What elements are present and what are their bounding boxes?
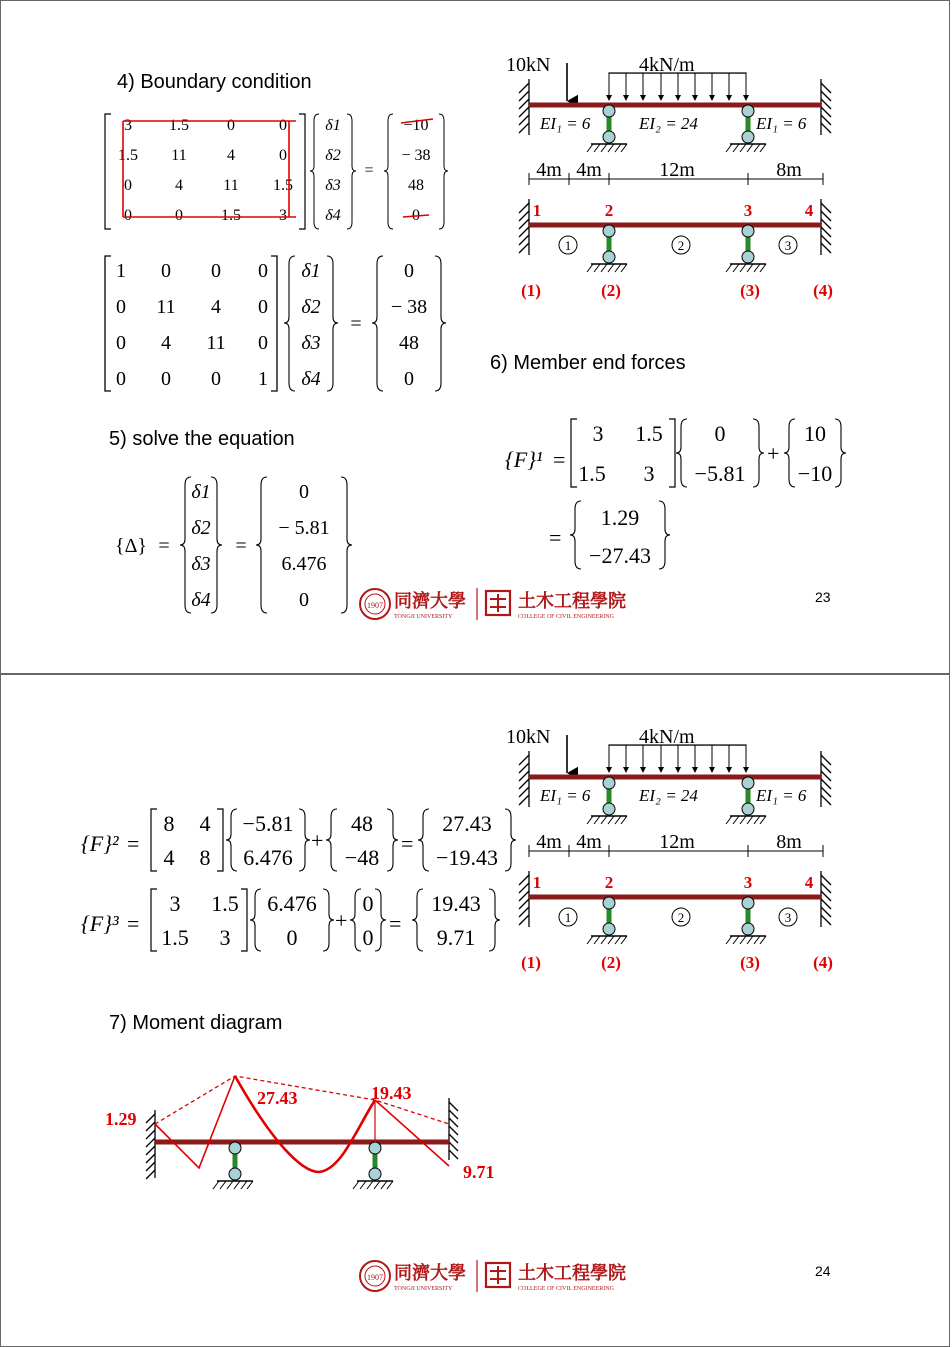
svg-text:0: 0 xyxy=(258,332,268,354)
right-wall-bottom xyxy=(821,199,831,255)
point-load-label: 10kN xyxy=(506,54,551,76)
right-wall-top xyxy=(821,79,831,135)
svg-text:2: 2 xyxy=(677,910,685,925)
svg-text:3: 3 xyxy=(784,910,792,925)
moment-label-2: 27.43 xyxy=(257,1088,298,1108)
svg-text:同濟大學: 同濟大學 xyxy=(394,1263,466,1284)
left-wall-bottom xyxy=(519,199,529,255)
boundary-heading: 4) Boundary condition xyxy=(117,71,312,93)
element-3: 3 xyxy=(784,238,792,253)
svg-text:3: 3 xyxy=(643,461,655,486)
svg-text:=: = xyxy=(401,831,414,856)
svg-text:1907: 1907 xyxy=(367,1273,383,1282)
svg-text:9.71: 9.71 xyxy=(436,925,476,950)
k24: 0 xyxy=(279,147,287,164)
modified-stiffness-system xyxy=(101,251,461,396)
svg-text:δ3: δ3 xyxy=(191,553,211,575)
dim-4: 8m xyxy=(776,159,802,181)
svg-text:0: 0 xyxy=(362,925,374,950)
slide-23 xyxy=(0,0,950,674)
svg-text:0: 0 xyxy=(161,368,171,390)
college-name-en: COLLEGE OF CIVIL ENGINEERING xyxy=(518,614,614,620)
support-2-bottom xyxy=(587,225,627,272)
equals-sign: = xyxy=(364,162,374,179)
k14: 0 xyxy=(279,117,287,134)
dim-2: 4m xyxy=(576,159,602,181)
beam-diagram-2 xyxy=(501,721,841,981)
solve-heading: 5) solve the equation xyxy=(109,428,295,450)
svg-text:(4): (4) xyxy=(813,953,833,972)
page-number: 23 xyxy=(815,589,831,605)
svg-text:土木工程學院: 土木工程學院 xyxy=(518,1263,626,1284)
md-support-3 xyxy=(353,1142,393,1189)
svg-text:−10: −10 xyxy=(797,461,833,486)
k12: 1.5 xyxy=(169,117,189,134)
member1-lhs: {F}¹ xyxy=(505,447,543,472)
unknown-3: δ3 xyxy=(325,177,341,194)
element-2: 2 xyxy=(677,238,685,253)
svg-text:1.5: 1.5 xyxy=(211,891,239,916)
svg-text:27.43: 27.43 xyxy=(442,811,492,836)
svg-text:8: 8 xyxy=(199,845,211,870)
svg-text:(1): (1) xyxy=(521,953,541,972)
support-2-top xyxy=(587,105,627,152)
beam-diagram xyxy=(501,49,841,309)
k41: 0 xyxy=(124,207,132,224)
dof-3: (3) xyxy=(740,281,760,300)
moment-label-3: 19.43 xyxy=(371,1083,412,1103)
svg-text:− 38: − 38 xyxy=(390,296,428,318)
member3-lhs: {F}³ xyxy=(81,911,119,936)
k11: 3 xyxy=(124,117,132,134)
svg-text:1: 1 xyxy=(116,260,126,282)
k21: 1.5 xyxy=(118,147,138,164)
point-load-label: 10kN xyxy=(506,726,551,748)
k43: 1.5 xyxy=(221,207,241,224)
dim-1: 4m xyxy=(536,159,562,181)
svg-text:12m: 12m xyxy=(659,831,695,853)
svg-text:4m: 4m xyxy=(576,831,602,853)
k42: 0 xyxy=(175,207,183,224)
dof-4: (4) xyxy=(813,281,833,300)
unknown-4: δ4 xyxy=(325,207,341,224)
svg-text:1: 1 xyxy=(532,873,542,892)
svg-text:0: 0 xyxy=(404,368,414,390)
svg-text:4: 4 xyxy=(804,873,814,892)
uni-name-en: TONGJI UNIVERSITY xyxy=(394,614,453,620)
svg-text:11: 11 xyxy=(206,332,226,354)
node-4: 4 xyxy=(804,201,814,220)
ei-label-3: EI₁ = 6 xyxy=(756,114,807,133)
k31: 0 xyxy=(124,177,132,194)
member-forces-heading: 6) Member end forces xyxy=(490,352,686,374)
page-number-2: 24 xyxy=(815,1263,831,1279)
dim-3: 12m xyxy=(659,159,695,181)
svg-text:=: = xyxy=(350,313,362,335)
svg-text:1: 1 xyxy=(564,910,572,925)
unknown-1: δ1 xyxy=(325,117,341,134)
slide-24 xyxy=(0,674,950,1347)
svg-text:=: = xyxy=(549,525,562,550)
svg-text:(2): (2) xyxy=(601,953,621,972)
k32: 4 xyxy=(175,177,183,194)
k23: 4 xyxy=(227,147,235,164)
unknown-2: δ2 xyxy=(325,147,341,164)
svg-text:0: 0 xyxy=(116,332,126,354)
moment-heading: 7) Moment diagram xyxy=(109,1012,283,1034)
dist-load-label: 4kN/m xyxy=(639,726,695,748)
svg-text:0: 0 xyxy=(116,368,126,390)
svg-text:EI₂ = 24: EI₂ = 24 xyxy=(639,786,698,805)
svg-text:=: = xyxy=(235,535,247,557)
left-wall-top xyxy=(519,79,529,135)
svg-text:+: + xyxy=(311,828,324,853)
delta-lhs: {Δ} xyxy=(114,535,148,557)
ei-label-2: EI₂ = 24 xyxy=(639,114,698,133)
svg-text:δ2: δ2 xyxy=(191,517,211,539)
svg-text:=: = xyxy=(127,831,140,856)
svg-text:0: 0 xyxy=(161,260,171,282)
support-3-bottom xyxy=(726,225,766,272)
moment-label-1: 1.29 xyxy=(105,1109,137,1129)
tongji-seal-icon xyxy=(360,1261,390,1291)
college-logo-icon xyxy=(486,1263,510,1287)
svg-text:10: 10 xyxy=(804,421,826,446)
uni-name-cn: 同濟大學 xyxy=(394,591,466,612)
svg-text:4: 4 xyxy=(161,332,171,354)
footer-logos-2 xyxy=(356,1256,631,1296)
svg-text:1907: 1907 xyxy=(367,601,383,610)
svg-text:+: + xyxy=(767,441,780,466)
svg-text:− 5.81: − 5.81 xyxy=(278,517,330,539)
svg-text:δ4: δ4 xyxy=(301,368,321,390)
element-1: 1 xyxy=(564,238,572,253)
tongji-seal-icon xyxy=(360,589,390,619)
original-stiffness-system xyxy=(101,109,461,234)
dist-load-label: 4kN/m xyxy=(639,54,695,76)
svg-text:3: 3 xyxy=(592,421,604,446)
svg-text:48: 48 xyxy=(399,332,419,354)
svg-text:0: 0 xyxy=(714,421,726,446)
k34: 1.5 xyxy=(273,177,293,194)
md-support-2 xyxy=(213,1142,253,1189)
college-name-cn: 土木工程學院 xyxy=(518,591,626,612)
svg-text:4m: 4m xyxy=(536,831,562,853)
node-1: 1 xyxy=(532,201,542,220)
rhs-4: 0 xyxy=(412,207,420,224)
svg-text:=: = xyxy=(389,911,402,936)
node-3: 3 xyxy=(743,201,753,220)
svg-text:3: 3 xyxy=(169,891,181,916)
moment-diagram xyxy=(101,1070,521,1200)
rhs-2: − 38 xyxy=(401,147,431,164)
svg-text:−5.81: −5.81 xyxy=(694,461,746,486)
svg-text:0: 0 xyxy=(258,296,268,318)
svg-text:1.5: 1.5 xyxy=(578,461,606,486)
svg-text:=: = xyxy=(553,447,566,472)
svg-text:4: 4 xyxy=(199,811,211,836)
svg-text:−48: −48 xyxy=(344,845,380,870)
svg-text:0: 0 xyxy=(404,260,414,282)
svg-text:6.476: 6.476 xyxy=(243,845,293,870)
svg-text:0: 0 xyxy=(299,589,309,611)
svg-text:1.5: 1.5 xyxy=(161,925,189,950)
svg-text:δ1: δ1 xyxy=(191,481,211,503)
member-2-3-end-forces xyxy=(77,803,523,965)
svg-text:6.476: 6.476 xyxy=(267,891,317,916)
md-right-wall xyxy=(449,1098,458,1160)
svg-text:0: 0 xyxy=(362,891,374,916)
k33: 11 xyxy=(223,177,239,194)
svg-text:0: 0 xyxy=(286,925,298,950)
md-left-wall xyxy=(146,1110,155,1179)
svg-text:COLLEGE OF CIVIL ENGINEERING: COLLEGE OF CIVIL ENGINEERING xyxy=(518,1286,614,1292)
solution-vector xyxy=(101,473,361,618)
svg-text:11: 11 xyxy=(156,296,176,318)
svg-text:4: 4 xyxy=(163,845,175,870)
svg-text:48: 48 xyxy=(351,811,373,836)
college-logo-icon xyxy=(486,591,510,615)
svg-text:3: 3 xyxy=(219,925,231,950)
k22: 11 xyxy=(171,147,187,164)
svg-text:(3): (3) xyxy=(740,953,760,972)
rhs-3: 48 xyxy=(408,177,424,194)
svg-text:EI₁ = 6: EI₁ = 6 xyxy=(756,786,807,805)
ei-label-1: EI₁ = 6 xyxy=(540,114,591,133)
dof-1: (1) xyxy=(521,281,541,300)
svg-text:EI₁ = 6: EI₁ = 6 xyxy=(540,786,591,805)
moment-label-4: 9.71 xyxy=(463,1162,495,1182)
svg-text:8: 8 xyxy=(163,811,175,836)
svg-text:8m: 8m xyxy=(776,831,802,853)
svg-text:δ3: δ3 xyxy=(301,332,321,354)
svg-text:4: 4 xyxy=(211,296,221,318)
svg-text:19.43: 19.43 xyxy=(431,891,481,916)
k13: 0 xyxy=(227,117,235,134)
svg-text:=: = xyxy=(158,535,170,557)
svg-text:−5.81: −5.81 xyxy=(242,811,294,836)
dof-2: (2) xyxy=(601,281,621,300)
svg-text:0: 0 xyxy=(211,260,221,282)
node-2: 2 xyxy=(604,201,614,220)
svg-text:TONGJI UNIVERSITY: TONGJI UNIVERSITY xyxy=(394,1286,453,1292)
member2-lhs: {F}² xyxy=(81,831,119,856)
footer-logos xyxy=(356,584,631,624)
svg-text:0: 0 xyxy=(258,260,268,282)
svg-text:0: 0 xyxy=(299,481,309,503)
svg-text:1.29: 1.29 xyxy=(600,505,640,530)
rhs-1: −10 xyxy=(403,117,429,134)
svg-text:−19.43: −19.43 xyxy=(436,845,498,870)
svg-text:δ2: δ2 xyxy=(301,296,321,318)
svg-text:δ1: δ1 xyxy=(301,260,321,282)
svg-text:−27.43: −27.43 xyxy=(589,543,651,568)
svg-text:=: = xyxy=(127,911,140,936)
svg-text:6.476: 6.476 xyxy=(281,553,327,575)
svg-text:+: + xyxy=(335,908,348,933)
svg-text:1: 1 xyxy=(258,368,268,390)
svg-text:δ4: δ4 xyxy=(191,589,211,611)
svg-text:3: 3 xyxy=(743,873,753,892)
svg-text:0: 0 xyxy=(211,368,221,390)
svg-text:1.5: 1.5 xyxy=(635,421,663,446)
svg-text:2: 2 xyxy=(604,873,614,892)
k44: 3 xyxy=(279,207,287,224)
svg-text:0: 0 xyxy=(116,296,126,318)
member1-end-forces xyxy=(501,413,861,578)
